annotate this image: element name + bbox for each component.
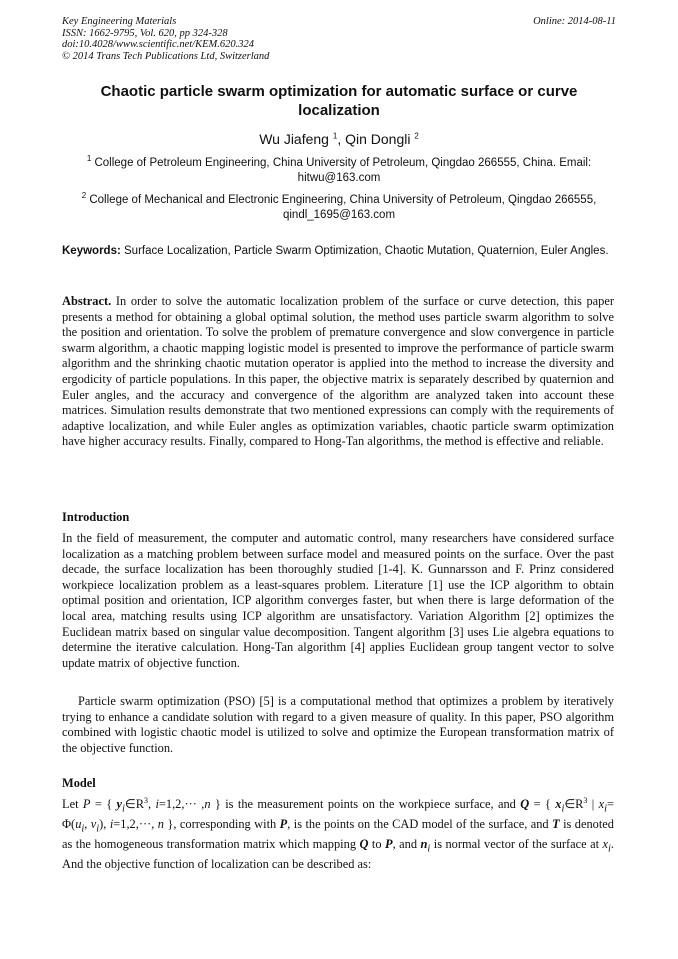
math-symbol: x — [602, 837, 609, 852]
keywords-label: Keywords: — [62, 245, 121, 257]
abstract-label: Abstract. — [62, 294, 112, 308]
author-affil-marker: 1 — [332, 131, 338, 141]
introduction-paragraph-2: Particle swarm optimization (PSO) [5] is a computational method that optimizes a problem by iteratively trying to enhance a candidate solution with regard to a given measure of quality. In this paper, PSO algorithm combined with logistic chaotic model is utilized to solve and optimize the European transformation matrix of the objective function. — [62, 694, 614, 755]
introduction-heading: Introduction — [62, 510, 130, 524]
math-symbol: T — [552, 817, 560, 832]
math-symbol: Q — [520, 797, 530, 811]
math-symbol: P — [279, 817, 288, 832]
text-run: | — [587, 797, 599, 811]
math-symbol: Q — [359, 837, 369, 852]
math-symbol: i — [109, 817, 114, 832]
affil-marker: 1 — [86, 154, 92, 164]
text-run: is denoted as the homogeneous transformation matrix which mapping — [62, 817, 614, 852]
math-symbol: v — [90, 817, 97, 832]
affil-text: College of Petroleum Engineering, China University of Petroleum, Qingdao 266555, China. Email: hitwu@163.com — [94, 157, 592, 184]
text-run: }, corresponding with — [163, 817, 280, 832]
math-subscript: i — [427, 843, 431, 855]
math-symbol: x — [598, 797, 605, 811]
text-run: Let — [62, 797, 83, 811]
math-symbol: ∈R — [124, 797, 144, 811]
text-run: . And the objective function of localization can be described as: — [62, 837, 614, 872]
text-run: =1,2,··· , — [158, 797, 205, 811]
model-paragraph — [62, 797, 614, 873]
text-run: , and — [392, 837, 421, 852]
math-symbol: y — [116, 797, 123, 811]
author-name: Wu Jiafeng — [259, 131, 329, 147]
math-symbol: P — [82, 797, 91, 811]
doi-line: doi:10.4028/www.scientific.net/KEM.620.324 — [62, 39, 254, 50]
author-name: Qin Dongli — [345, 131, 411, 147]
math-subscript: i — [81, 823, 85, 835]
abstract-block — [62, 294, 614, 450]
math-symbol: n — [204, 797, 211, 811]
text-run: to — [368, 837, 386, 852]
math-symbol: P — [385, 837, 393, 852]
text-run: = { — [529, 797, 556, 811]
math-superscript: 3 — [583, 795, 588, 805]
math-subscript: i — [608, 843, 611, 855]
text-run: , — [147, 797, 156, 811]
online-date: Online: 2014-08-11 — [533, 16, 616, 27]
model-heading: Model — [62, 776, 96, 790]
affil-text: College of Mechanical and Electronic Engineering, China University of Petroleum, Qingdao 266555, qindl_1695@163.com — [89, 194, 597, 221]
math-subscript: i — [122, 803, 125, 815]
abstract-text: In order to solve the automatic localization problem of the surface or curve detection, this paper presents a method for obtaining a global optimal solution, the method uses particle swarm algorithm to solve the position and orientation. To solve the problem of premature convergence and slow convergence in particle swarm algorithm, a chaotic mapping logistic model is presented to improve the performance of particle swarm algorithm and the shrinking chaotic mutation operator is applied into the method to increase the diversity and ergodicity of particle populations. In this paper, the objective matrix is separately described by quaternion and Euler angles, and the accuracy and convergence of the algorithm are analyzed taken into account these matrices. Simulation results demonstrate that two mentioned expressions can comply with the requirements of adaptive localization, and while Euler angles as optimization variables, chaotic particle swarm optimization have higher accuracy results. Finally, compared to Hong-Tan algorithms, the method is effective and reliable. — [62, 294, 614, 449]
copyright-line: © 2014 Trans Tech Publications Ltd, Switzerland — [62, 50, 270, 62]
math-subscript: i — [561, 803, 565, 815]
issn-line: ISSN: 1662-9795, Vol. 620, pp 324-328 — [62, 27, 228, 39]
text-run: = Φ( — [62, 797, 615, 832]
math-symbol: x — [555, 797, 562, 811]
affil-marker: 2 — [81, 191, 87, 201]
journal-header — [62, 16, 269, 62]
text-run: } is the measurement points on the workpiece surface, and — [210, 797, 521, 811]
author-separator: , — [337, 131, 346, 147]
text-run: = { — [90, 797, 117, 811]
math-symbol: i — [155, 797, 159, 811]
keywords-block — [62, 244, 614, 259]
math-superscript: 3 — [143, 795, 148, 805]
math-symbol: n — [157, 817, 164, 832]
paper-title: Chaotic particle swarm optimization for automatic surface or curve localization — [100, 83, 578, 119]
journal-name: Key Engineering Materials — [62, 16, 177, 27]
text-run: is normal vector of the surface at — [430, 837, 603, 852]
affiliation-2 — [62, 193, 616, 223]
text-run: , is the points on the CAD model of the surface, and — [287, 817, 553, 832]
introduction-paragraph-1: In the field of measurement, the computer and automatic control, many researchers have considered surface localization as a matching problem between surface model and measured points on the surface. Over the past decade, the surface localization has been thoroughly studied [1-4]. K. Gunnarsson and F. Prinz considered workpiece localization problem as a least-squares problem. Literature [1] use the ICP algorithm to obtain optimal position and orientation, ICP algorithm converges faster, but when there is large deformation of the local area, matching results using ICP algorithm are unsatisfactory. Variation Algorithm [2] optimizes the Euclidean matrix based on singular value decomposition. Tangent algorithm [3] uses Lie algebra equations to determine the iterative calculation. Hong-Tan algorithm [4] applies Euclidean group tangent vector to solve update matrix of objective function. — [62, 531, 614, 670]
author-list — [62, 131, 616, 147]
text-run: , — [84, 817, 91, 832]
math-symbol: n — [420, 837, 428, 852]
text-run: =1,2,···, — [113, 817, 158, 832]
affiliation-1 — [62, 156, 616, 186]
keywords-text: Surface Localization, Particle Swarm Optimization, Chaotic Mutation, Quaternion, Euler Angles. — [124, 245, 609, 257]
math-symbol: u — [75, 817, 82, 832]
math-symbol: ∈R — [564, 797, 584, 811]
text-run: ), — [99, 817, 110, 832]
math-subscript: i — [604, 803, 608, 815]
author-affil-marker: 2 — [414, 131, 419, 141]
math-subscript: i — [96, 823, 100, 835]
